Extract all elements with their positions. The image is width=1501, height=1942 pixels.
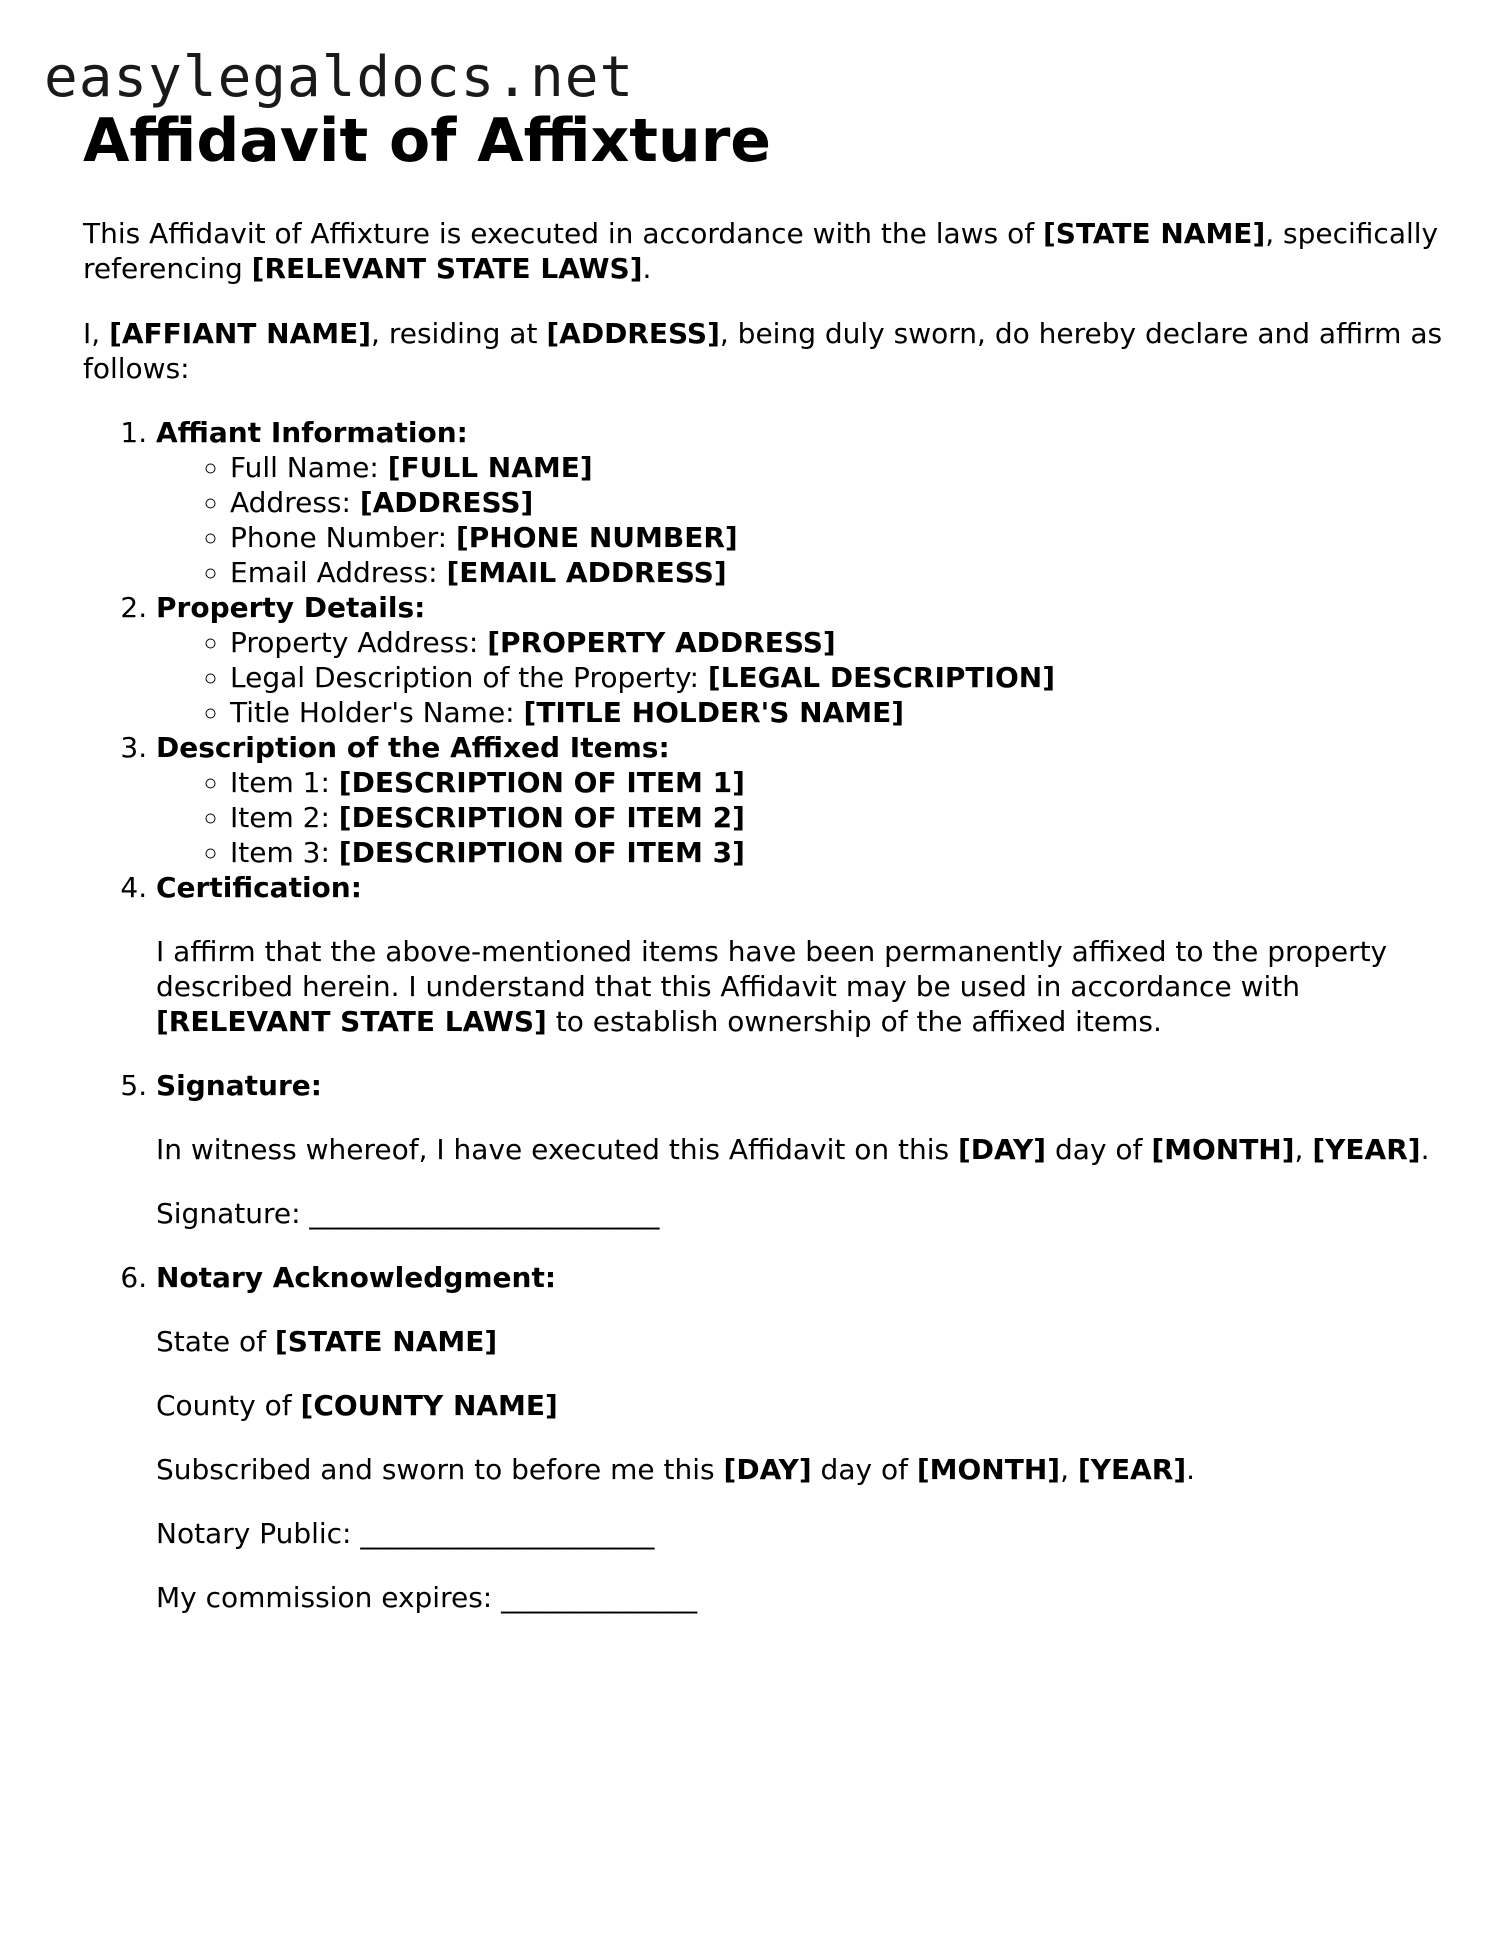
witness-text: In witness whereof, I have executed this Affidavit on this (156, 1133, 958, 1166)
address-placeholder: [ADDRESS] (546, 317, 720, 350)
field-placeholder: [ADDRESS] (359, 486, 534, 519)
field-placeholder: [PROPERTY ADDRESS] (487, 626, 836, 659)
affidavit-sections (83, 415, 1443, 1615)
state-name-placeholder: [STATE NAME] (274, 1325, 498, 1358)
field-placeholder: [DESCRIPTION OF ITEM 2] (338, 801, 745, 834)
intro-paragraph-2 (83, 316, 1443, 386)
year-placeholder: [YEAR] (1312, 1133, 1421, 1166)
intro-text: , being duly sworn, do hereby declare and affirm as follows: (83, 317, 1443, 385)
section-title: Notary Acknowledgment: (156, 1261, 557, 1294)
property-details-list (156, 625, 1443, 730)
sworn-text: day of (811, 1453, 917, 1486)
month-placeholder: [MONTH] (1151, 1133, 1295, 1166)
document-title: Affidavit of Affixture (83, 106, 771, 176)
affiant-details-list (156, 450, 1443, 590)
affiant-name-placeholder: [AFFIANT NAME] (109, 317, 372, 350)
section-notary-acknowledgment (156, 1260, 1443, 1615)
section-signature (156, 1068, 1443, 1231)
section-property-details (156, 590, 1443, 730)
intro-text: I, (83, 317, 110, 350)
notary-state (156, 1324, 1443, 1359)
watermark-text: easylegaldocs.net (44, 45, 635, 110)
affixed-items-list (156, 765, 1443, 870)
list-item (230, 835, 1443, 870)
certification-text-part: to establish ownership of the affixed items. (546, 1005, 1162, 1038)
notary-sworn-statement (156, 1452, 1443, 1487)
certification-text-part: I affirm that the above-mentioned items have been permanently affixed to the property described herein. I understand that this Affidavit may be used in accordance with (156, 935, 1388, 1003)
list-item (230, 660, 1443, 695)
field-label: Item 2: (230, 801, 339, 834)
field-label: County of (156, 1389, 301, 1422)
field-label: State of (156, 1325, 275, 1358)
signature-line: Signature: _________________________ (156, 1197, 660, 1230)
witness-text: , (1294, 1133, 1313, 1166)
year-placeholder: [YEAR] (1077, 1453, 1187, 1486)
section-affixed-items (156, 730, 1443, 870)
certification-text (156, 934, 1443, 1039)
witness-text: . (1420, 1133, 1430, 1166)
intro-text: This Affidavit of Affixture is executed in accordance with the laws of (83, 217, 1043, 250)
section-title: Signature: (156, 1069, 322, 1102)
day-placeholder: [DAY] (958, 1133, 1047, 1166)
intro-text: . (642, 252, 652, 285)
intro-text: , residing at (371, 317, 547, 350)
notary-county (156, 1388, 1443, 1423)
list-item (230, 485, 1443, 520)
list-item (230, 450, 1443, 485)
field-placeholder: [DESCRIPTION OF ITEM 3] (338, 836, 745, 869)
field-placeholder: [FULL NAME] (387, 451, 593, 484)
sworn-text: , (1060, 1453, 1078, 1486)
section-title: Property Details: (156, 591, 426, 624)
sworn-text: . (1186, 1453, 1196, 1486)
section-affiant-information (156, 415, 1443, 590)
intro-text: , specifically referencing (83, 217, 1439, 285)
state-name-placeholder: [STATE NAME] (1042, 217, 1266, 250)
section-title: Affiant Information: (156, 416, 468, 449)
relevant-laws-placeholder: [RELEVANT STATE LAWS] (156, 1005, 547, 1038)
field-label: Full Name: (230, 451, 388, 484)
field-placeholder: [TITLE HOLDER'S NAME] (523, 696, 905, 729)
section-title: Description of the Affixed Items: (156, 731, 670, 764)
witness-text: day of (1046, 1133, 1152, 1166)
list-item (230, 695, 1443, 730)
field-placeholder: [PHONE NUMBER] (455, 521, 738, 554)
field-label: Address: (230, 486, 360, 519)
list-item (230, 625, 1443, 660)
relevant-laws-placeholder: [RELEVANT STATE LAWS] (251, 252, 643, 285)
witness-statement (156, 1132, 1443, 1167)
field-label: Property Address: (230, 626, 488, 659)
field-label: Legal Description of the Property: (230, 661, 708, 694)
sworn-text: Subscribed and sworn to before me this (156, 1453, 724, 1486)
field-label: Item 3: (230, 836, 339, 869)
field-label: Phone Number: (230, 521, 456, 554)
list-item (230, 800, 1443, 835)
field-label: Title Holder's Name: (230, 696, 524, 729)
day-placeholder: [DAY] (723, 1453, 812, 1486)
field-placeholder: [LEGAL DESCRIPTION] (707, 661, 1055, 694)
field-label: Item 1: (230, 766, 339, 799)
month-placeholder: [MONTH] (916, 1453, 1061, 1486)
document-body (83, 104, 1443, 1615)
field-placeholder: [DESCRIPTION OF ITEM 1] (338, 766, 745, 799)
section-certification (156, 870, 1443, 1039)
field-label: Email Address: (230, 556, 447, 589)
commission-expires-line: My commission expires: ______________ (156, 1581, 698, 1614)
list-item (230, 765, 1443, 800)
county-name-placeholder: [COUNTY NAME] (300, 1389, 558, 1422)
list-item (230, 520, 1443, 555)
list-item (230, 555, 1443, 590)
intro-paragraph-1 (83, 216, 1443, 286)
section-title: Certification: (156, 871, 362, 904)
notary-public-line: Notary Public: _____________________ (156, 1517, 655, 1550)
field-placeholder: [EMAIL ADDRESS] (446, 556, 727, 589)
